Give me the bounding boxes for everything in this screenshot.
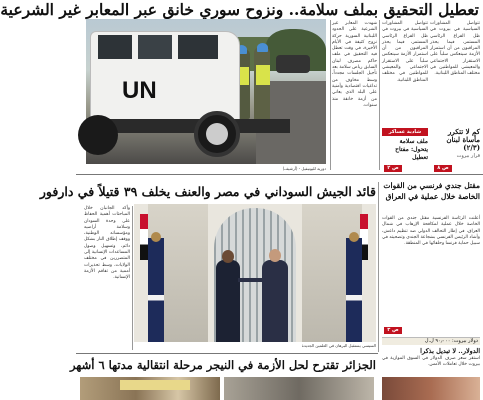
second-story-photo [134, 204, 376, 342]
second-headline[interactable]: قائد الجيش السوداني في مصر والعنف يخلف ٣٩ قتيلاً في دارفور [39, 184, 376, 199]
top-story-body: شهدت المعابر غير الشرعية على الحدود اللبنانية السورية حركة نزوح كثيفة في الأيام الأخيرة، في وقت تعطل فيه التحقيق في ملف حاكم مصرف لبنان السابق رياض سلامة بعد تأجيل الجلسات مجدداً، وسط مخاوف من تداعيات اقتصادية وأمنية على البلد الذي يعاني من أزمة خانقة منذ سنوات. [332, 21, 377, 108]
teaser-1-title: كم لا تتكرر مأساة لبنان (٢/٣) [446, 127, 480, 152]
top-photo-caption: دورية لليونيفيل - (أرشيف) [282, 166, 326, 171]
left-sidebar-headline-2[interactable]: الدولار.. لا تبديل بذكرا [420, 347, 480, 355]
bottom-photo-right [382, 377, 480, 400]
teaser-1-author: قرار بيروت [456, 153, 480, 159]
right-sidebar-body-2: تتواصل المشاورات السياسية في بيروت في ظل الفراغ الرئاسي المستمر، فيما يحذر المراقبون من أن استمرار الأزمة سينعكس سلباً على الاستقرار الاجتماعي والمعيشي للمواطنين في مختلف المناطق اللبنانية. [430, 21, 480, 77]
teaser-2[interactable] [382, 128, 428, 172]
second-photo-caption: السيسي يستقبل البرهان في العلمين الجديدة [301, 343, 376, 348]
bottom-headline[interactable]: الجزائر تقترح لحل الأزمة في النيجر مرحلة انتقالية مدتها ٦ أشهر [69, 358, 376, 372]
second-story-body-left: وأكد الجانبان خلال المباحثات أهمية الحفاظ على وحدة السودان وسلامة أراضيه ومؤسساته الوطنية، ووقف إطلاق النار بشكل دائم، وتسهيل وصول المساعدات الإنسانية إلى المتضررين في مختلف الولايات، وسط تحذيرات أممية من تفاقم الأزمة الإنسانية. [84, 206, 130, 281]
bottom-photo-left [80, 377, 220, 400]
left-sidebar-body: أعلنت الرئاسة الفرنسية مقتل جندي من القوات الخاصة خلال عملية لمكافحة الإرهاب في شمال العراق، في إطار التحالف الدولي ضد تنظيم داعش، وأشاد الرئيس الفرنسي بشجاعة الجندي وتضحيته في سبيل حماية فرنسا وحلفائها في المنطقة. [382, 216, 480, 247]
bottom-photo-middle [224, 377, 374, 400]
ticker-bar [382, 337, 480, 345]
left-sidebar-body-2: استقر سعر صرف الدولار في السوق الموازية في بيروت خلال تعاملات الأمس. [382, 356, 480, 368]
left-sidebar-page-tag: ص ٣ [384, 327, 402, 334]
teaser-2-page-tag: ص ٢ [384, 165, 402, 172]
ticker-text: دولار بيروت: ٩٠٫٠٠٠ ل.ل [424, 338, 478, 344]
teaser-1-page-tag: ص ٨ [434, 165, 452, 172]
teaser-2-author: شادية عساكر [388, 129, 422, 135]
teaser-2-title: ملف سلامة يتحول: مفتاح تعطيل [395, 138, 428, 161]
un-logo-text: UN [122, 77, 157, 104]
right-sidebar-body: تتواصل المشاورات السياسية في بيروت في ظل الفراغ الرئاسي المستمر، فيما يحذر المراقبون من أن استمرار الأزمة سينعكس سلباً على الاستقرار الاجتماعي والمعيشي للمواطنين في مختلف المناطق اللبنانية. [382, 21, 428, 83]
left-sidebar-headline[interactable]: مقتل جندي فرنسي من القوات الخاصة خلال عملية في العراق [383, 181, 480, 201]
teaser-1[interactable] [432, 128, 480, 172]
top-headline[interactable]: تعطيل التحقيق بملف سلامة.. ونزوح سوري خانق عبر المعابر غير الشرعية [0, 0, 479, 19]
top-story-photo [86, 19, 326, 164]
teaser-2-kicker [382, 128, 428, 136]
